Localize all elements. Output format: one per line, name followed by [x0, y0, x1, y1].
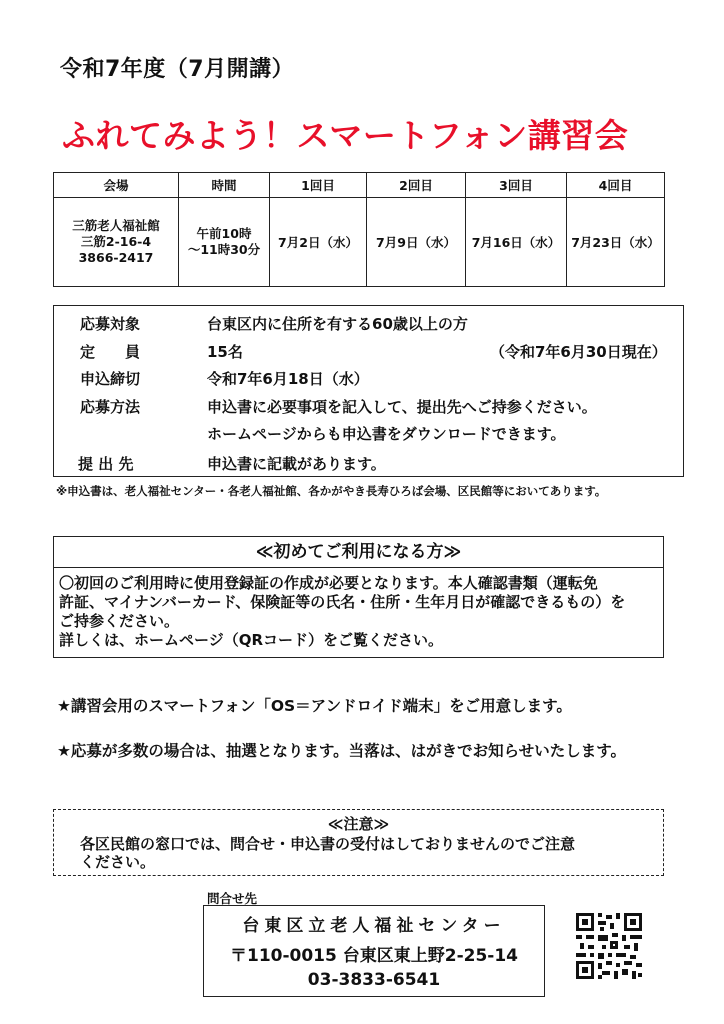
- method-value-1: 申込書に必要事項を記入して、提出先へご持参ください。: [207, 398, 597, 416]
- session-2-header: 2回目: [367, 173, 466, 198]
- caution-line: 各区民館の窓口では、問合せ・申込書の受付はしておりませんのでご注意: [80, 835, 576, 853]
- time-header: 時間: [179, 173, 270, 198]
- application-form-note: ※申込書は、老人福祉センター・各老人福祉館、各かがやき長寿ひろば会場、区民館等においてあります。: [56, 484, 607, 498]
- caution-body: [80, 835, 640, 871]
- deadline-value: 令和7年6月18日（水）: [207, 370, 369, 388]
- contact-phone: 03-3833-6541: [307, 970, 441, 990]
- capacity-label: 定 員: [80, 343, 141, 361]
- contact-address: 〒110-0015 台東区東上野2-25-14: [229, 946, 519, 966]
- venue-name: 三筋老人福祉館: [72, 218, 160, 233]
- first-time-line: ご持参ください。: [59, 612, 180, 630]
- lottery-notice: ★応募が多数の場合は、抽選となります。当落は、はがきでお知らせいたします。: [57, 742, 626, 760]
- time-cell: [179, 198, 270, 287]
- contact-label: 問合せ先: [207, 891, 258, 906]
- session-1-header: 1回目: [270, 173, 367, 198]
- application-info-box: [53, 305, 684, 477]
- deadline-label: 申込締切: [80, 370, 141, 388]
- fiscal-year-heading: 令和7年度（7月開講）: [60, 57, 295, 82]
- session-4-date: 7月23日（水）: [567, 198, 665, 287]
- first-time-line: 許証、マイナンバーカード、保険証等の氏名・住所・生年月日が確認できるもの）を: [59, 593, 626, 611]
- page-title: ふれてみよう！スマートフォン講習会: [62, 116, 629, 155]
- first-time-body: [59, 574, 659, 650]
- venue-phone: 3866-2417: [78, 250, 154, 265]
- venue-address: 三筋2-16-4: [80, 234, 152, 249]
- caution-line: ください。: [80, 853, 156, 871]
- qr-code-icon[interactable]: [576, 913, 642, 979]
- first-time-line: 詳しくは、ホームページ（QRコード）をご覧ください。: [59, 631, 444, 649]
- submit-label: 提 出 先: [78, 455, 134, 473]
- first-time-box: [53, 536, 664, 658]
- method-value-2: ホームページからも申込書をダウンロードできます。: [207, 425, 566, 443]
- session-3-date: 7月16日（水）: [466, 198, 567, 287]
- target-value: 台東区内に住所を有する60歳以上の方: [207, 315, 468, 333]
- contact-box: [203, 905, 545, 997]
- capacity-asof: （令和7年6月30日現在）: [490, 343, 667, 361]
- caution-box: [53, 809, 664, 876]
- schedule-header-row: [54, 173, 665, 198]
- capacity-value: 15名: [207, 343, 243, 361]
- session-3-header: 3回目: [466, 173, 567, 198]
- time-end: ～11時30分: [187, 242, 261, 257]
- method-label: 応募方法: [80, 398, 141, 416]
- session-2-date: 7月9日（水）: [367, 198, 466, 287]
- caution-heading: ≪注意≫: [327, 815, 390, 833]
- time-start: 午前10時: [196, 226, 252, 241]
- schedule-table: [53, 172, 665, 287]
- phone-provided-notice: ★講習会用のスマートフォン「OS＝アンドロイド端末」をご用意します。: [57, 697, 572, 715]
- submit-value: 申込書に記載があります。: [207, 455, 386, 473]
- venue-header: 会場: [54, 173, 179, 198]
- schedule-row: [54, 198, 665, 287]
- session-4-header: 4回目: [567, 173, 665, 198]
- venue-cell: [54, 198, 179, 287]
- first-time-line: 〇初回のご利用時に使用登録証の作成が必要となります。本人確認書類（運転免: [59, 574, 598, 592]
- first-time-heading: ≪初めてご利用になる方≫: [54, 537, 663, 568]
- contact-name: 台東区立老人福祉センター: [242, 916, 506, 936]
- session-1-date: 7月2日（水）: [270, 198, 367, 287]
- target-label: 応募対象: [80, 315, 141, 333]
